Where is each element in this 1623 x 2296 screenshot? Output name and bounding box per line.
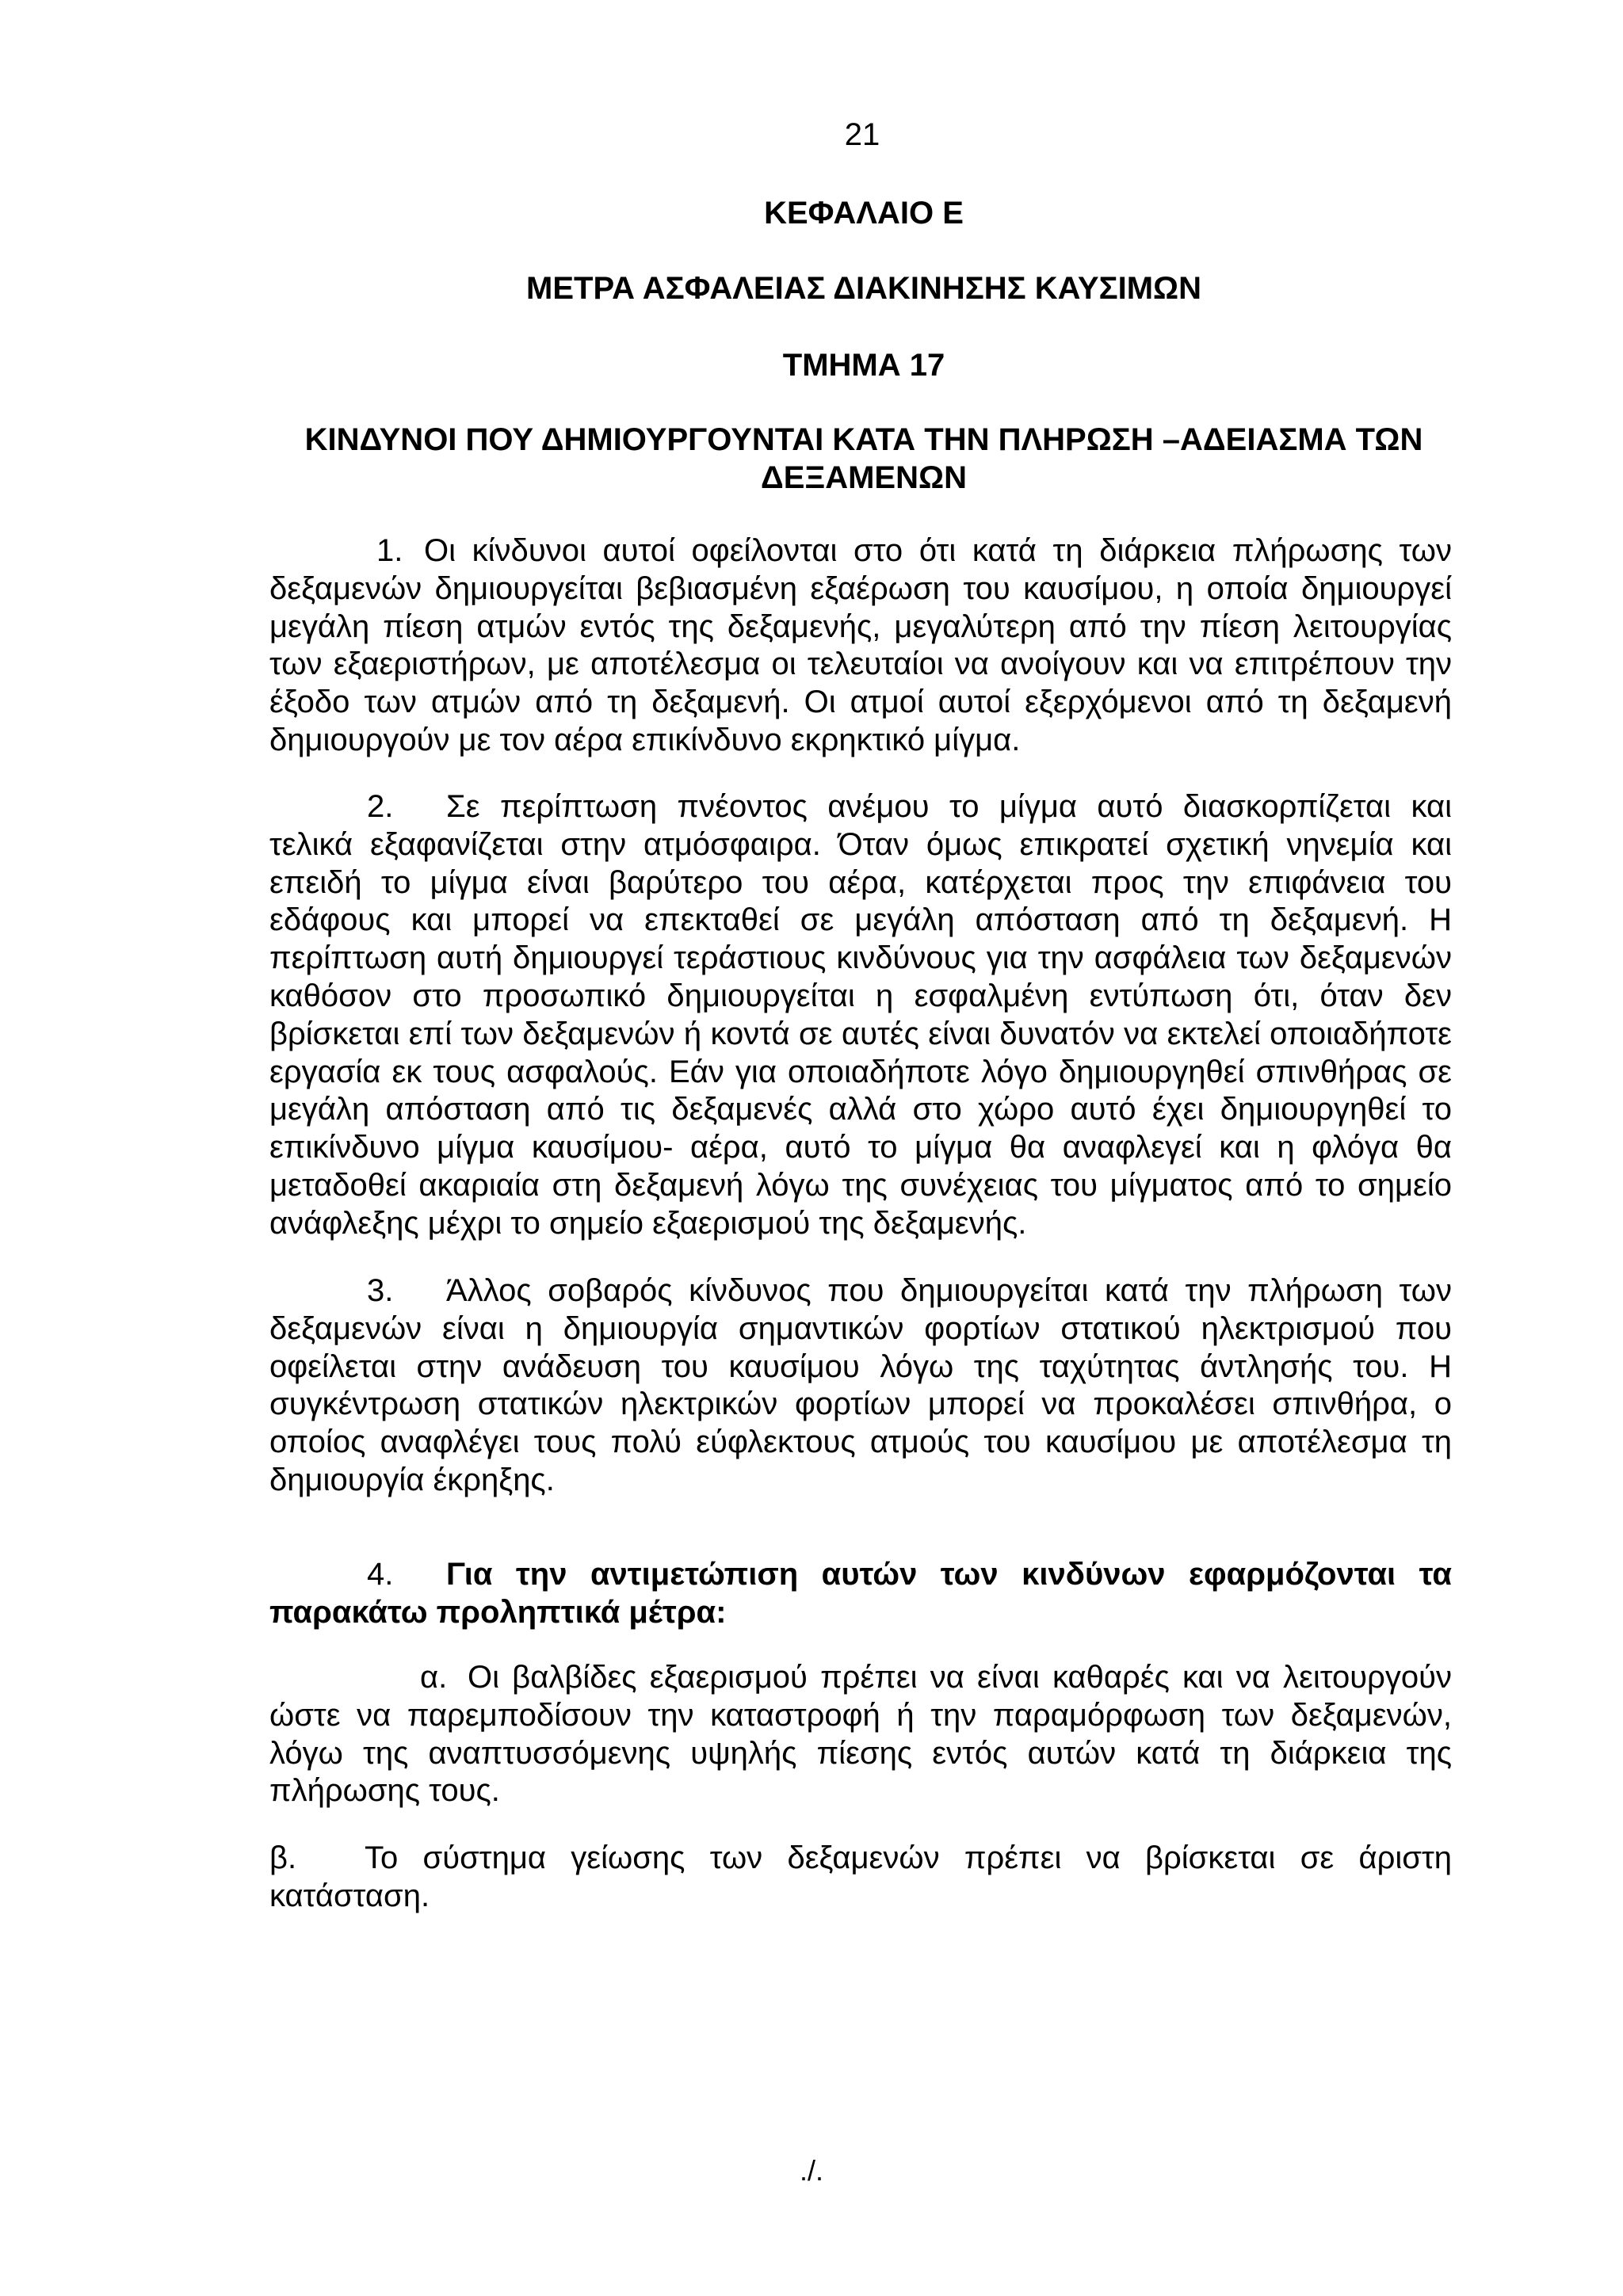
subparagraph-b <box>269 1840 1452 1916</box>
paragraph-1 <box>269 532 1452 760</box>
paragraph-number: α. <box>420 1660 448 1695</box>
paragraph-text: Οι κίνδυνοι αυτοί οφείλονται στο ότι κατά τη διάρκεια πλήρωσης των δεξαμενών δημιουργείται βεβιασμένη εξαέρωση του καυσίμου, η οποία δημιουργεί μεγάλη πίεση ατμών εντός της δεξαμενής, μεγαλύτερη από την πίεση λειτουργίας των εξαεριστήρων, με αποτέλεσμα οι τελευταίοι να ανοίγουν και να επιτρέπουν την έξοδο των ατμών από τη δεξαμενή. Οι ατμοί αυτοί εξερχόμενοι από τη δεξαμενή δημιουργούν με τον αέρα επικίνδυνο εκρηκτικό μίγμα. <box>269 533 1452 757</box>
paragraph-number: 3. <box>367 1273 394 1308</box>
paragraph-text: Για την αντιμετώπιση αυτών των κινδύνων εφαρμόζονται τα παρακάτω προληπτικά μέτρα: <box>269 1557 1452 1630</box>
paragraph-text: Το σύστημα γείωσης των δεξαμενών πρέπει να βρίσκεται σε άριστη κατάσταση. <box>269 1840 1452 1913</box>
paragraph-2 <box>269 788 1452 1243</box>
paragraph-number: β. <box>269 1840 297 1875</box>
section-subtitle-line2: ΔΕΞΑΜΕΝΩΝ <box>761 460 967 495</box>
section-heading: ΤΜΗΜΑ 17 <box>782 348 945 383</box>
chapter-title: ΜΕΤΡΑ ΑΣΦΑΛΕΙΑΣ ΔΙΑΚΙΝΗΣΗΣ ΚΑΥΣΙΜΩΝ <box>526 271 1201 306</box>
continuation-mark: ./. <box>799 2154 823 2187</box>
section-subtitle <box>269 421 1458 497</box>
paragraph-3 <box>269 1272 1452 1500</box>
paragraph-text: Άλλος σοβαρός κίνδυνος που δημιουργείται κατά την πλήρωση των δεξαμενών είναι η δημιουργία σημαντικών φορτίων στατικού ηλεκτρισμού που οφείλεται στην ανάδευση του καυσίμου λόγω της ταχύτητας άντλησής του. Η συγκέντρωση στατικών ηλεκτρικών φορτίων μπορεί να προκαλέσει σπινθήρα, ο οποίος αναφλέγει τους πολύ εύφλεκτους ατμούς του καυσίμου με αποτέλεσμα τη δημιουργία έκρηξης. <box>269 1273 1452 1497</box>
subparagraph-a <box>269 1659 1452 1810</box>
paragraph-number: 4. <box>367 1557 394 1592</box>
page-number: 21 <box>844 117 880 152</box>
paragraph-number: 2. <box>367 789 394 824</box>
paragraph-4 <box>269 1556 1452 1632</box>
paragraph-number: 1. <box>376 533 403 568</box>
paragraph-text: Οι βαλβίδες εξαερισμού πρέπει να είναι καθαρές και να λειτουργούν ώστε να παρεμποδίσουν την καταστροφή ή την παραμόρφωση των δεξαμενών, λόγω της αναπτυσσόμενης υψηλής πίεσης εντός αυτών κατά τη διάρκεια της πλήρωσης τους. <box>269 1660 1452 1809</box>
paragraph-text: Σε περίπτωση πνέοντος ανέμου το μίγμα αυτό διασκορπίζεται και τελικά εξαφανίζεται στην ατμόσφαιρα. Όταν όμως επικρατεί σχετική νηνεμία και επειδή το μίγμα είναι βαρύτερο του αέρα, κατέρχεται προς την επιφάνεια του εδάφους και μπορεί να επεκταθεί σε μεγάλη απόσταση από τη δεξαμενή. Η περίπτωση αυτή δημιουργεί τεράστιους κινδύνους για την ασφάλεια των δεξαμενών καθόσον στο προσωπικό δημιουργείται η εσφαλμένη εντύπωση ότι, όταν δεν βρίσκεται επί των δεξαμενών ή κοντά σε αυτές είναι δυνατόν να εκτελεί οποιαδήποτε εργασία εκ τους ασφαλούς. Εάν για οποιαδήποτε λόγο δημιουργηθεί σπινθήρας σε μεγάλη απόσταση από τις δεξαμενές αλλά στο χώρο αυτό έχει δημιουργηθεί το επικίνδυνο μίγμα καυσίμου- αέρα, αυτό το μίγμα θα αναφλεγεί και η φλόγα θα μεταδοθεί ακαριαία στη δεξαμενή λόγω της συνέχειας του μίγματος από το σημείο ανάφλεξης μέχρι το σημείο εξαερισμού της δεξαμενής. <box>269 789 1452 1241</box>
chapter-heading: ΚΕΦΑΛΑΙΟ Ε <box>764 196 964 231</box>
section-subtitle-line1: ΚΙΝΔΥΝΟΙ ΠΟΥ ΔΗΜΙΟΥΡΓΟΥΝΤΑΙ ΚΑΤΑ ΤΗΝ ΠΛΗΡΩΣΗ –ΑΔΕΙΑΣΜΑ ΤΩΝ <box>304 422 1423 457</box>
